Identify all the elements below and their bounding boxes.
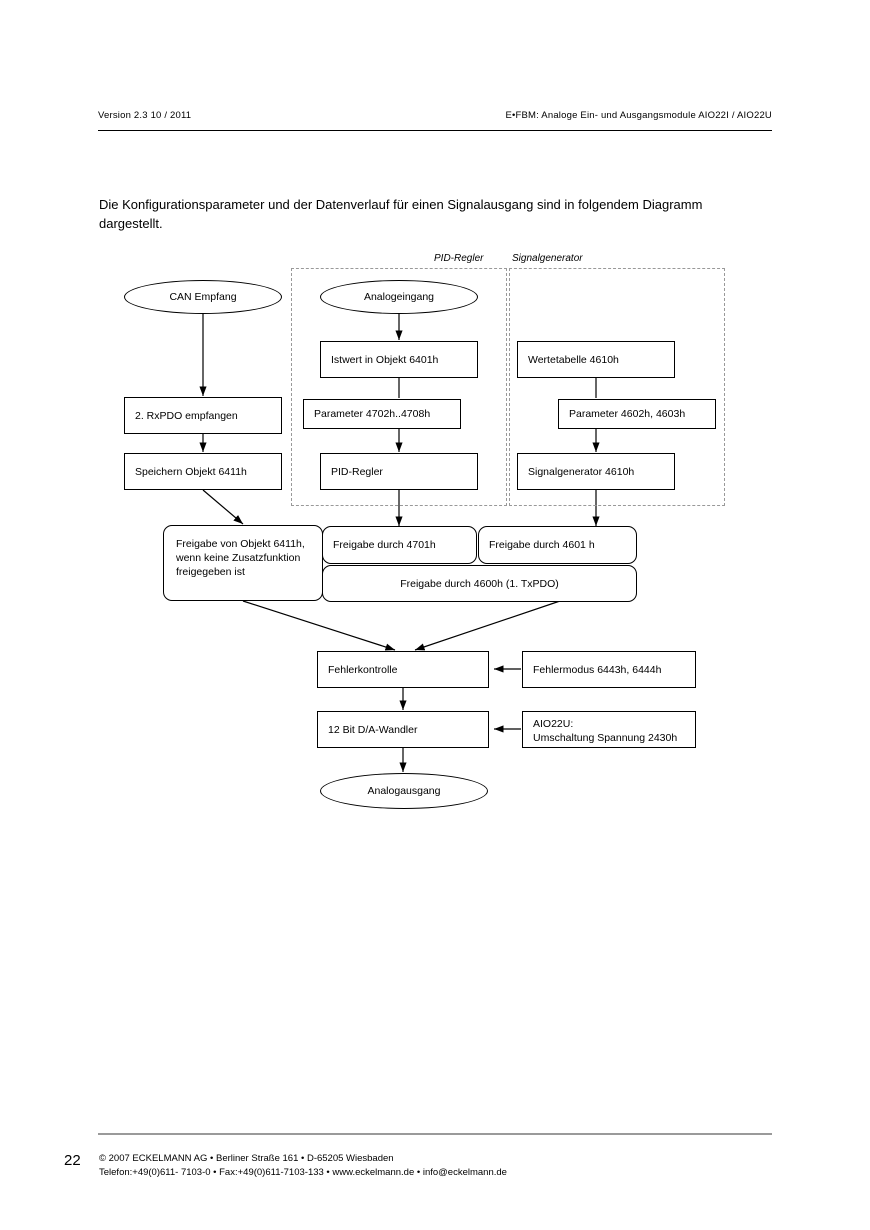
analogausgang-node: Analogausgang [320, 773, 488, 809]
header-version: Version 2.3 10 / 2011 [98, 110, 192, 121]
analogeingang-node: Analogeingang [320, 280, 478, 314]
rxpdo-empfangen-node: 2. RxPDO empfangen [124, 397, 282, 434]
fehlerkontrolle-node: Fehlerkontrolle [317, 651, 489, 688]
footer-line-1: © 2007 ECKELMANN AG • Berliner Straße 161 • D-65205 Wiesbaden [99, 1153, 394, 1164]
aio22u-line2: Umschaltung Spannung 2430h [533, 732, 678, 744]
da-wandler-node: 12 Bit D/A-Wandler [317, 711, 489, 748]
parameter-4702-node: Parameter 4702h..4708h [303, 399, 461, 429]
fehlermodus-node: Fehlermodus 6443h, 6444h [522, 651, 696, 688]
intro-paragraph: Die Konfigurationsparameter und der Datenverlauf für einen Signalausgang sind in folgendem Diagramm dargestellt. [99, 197, 703, 231]
freigabe-6411-line2: wenn keine Zusatzfunktion [176, 552, 301, 564]
can-empfang-node: CAN Empfang [124, 280, 282, 314]
istwert-objekt-node: Istwert in Objekt 6401h [320, 341, 478, 378]
freigabe-4701-node: Freigabe durch 4701h [322, 526, 477, 564]
pid-regler-node: PID-Regler [320, 453, 478, 490]
signalgenerator-group-label: Signalgenerator [512, 253, 583, 264]
header-title: E•FBM: Analoge Ein- und Ausgangsmodule AIO22I / AIO22U [505, 110, 772, 121]
pid-regler-group-label: PID-Regler [434, 253, 484, 264]
speichern-objekt-node: Speichern Objekt 6411h [124, 453, 282, 490]
freigabe-4601-node: Freigabe durch 4601 h [478, 526, 637, 564]
freigabe-objekt-6411-node [163, 525, 323, 601]
aio22u-umschaltung-node [522, 711, 696, 748]
signalgenerator-node: Signalgenerator 4610h [517, 453, 675, 490]
parameter-4602-node: Parameter 4602h, 4603h [558, 399, 716, 429]
footer-text [99, 1152, 507, 1180]
freigabe-4600-node: Freigabe durch 4600h (1. TxPDO) [322, 565, 637, 602]
footer-divider [98, 1133, 772, 1135]
wertetabelle-node: Wertetabelle 4610h [517, 341, 675, 378]
footer-line-2: Telefon:+49(0)611- 7103-0 • Fax:+49(0)611-7103-133 • www.eckelmann.de • info@eckelmann.de [99, 1167, 507, 1178]
aio22u-line1: AIO22U: [533, 718, 574, 730]
freigabe-6411-line3: freigegeben ist [176, 566, 245, 578]
page-number: 22 [64, 1152, 81, 1169]
freigabe-6411-line1: Freigabe von Objekt 6411h, [176, 538, 305, 550]
